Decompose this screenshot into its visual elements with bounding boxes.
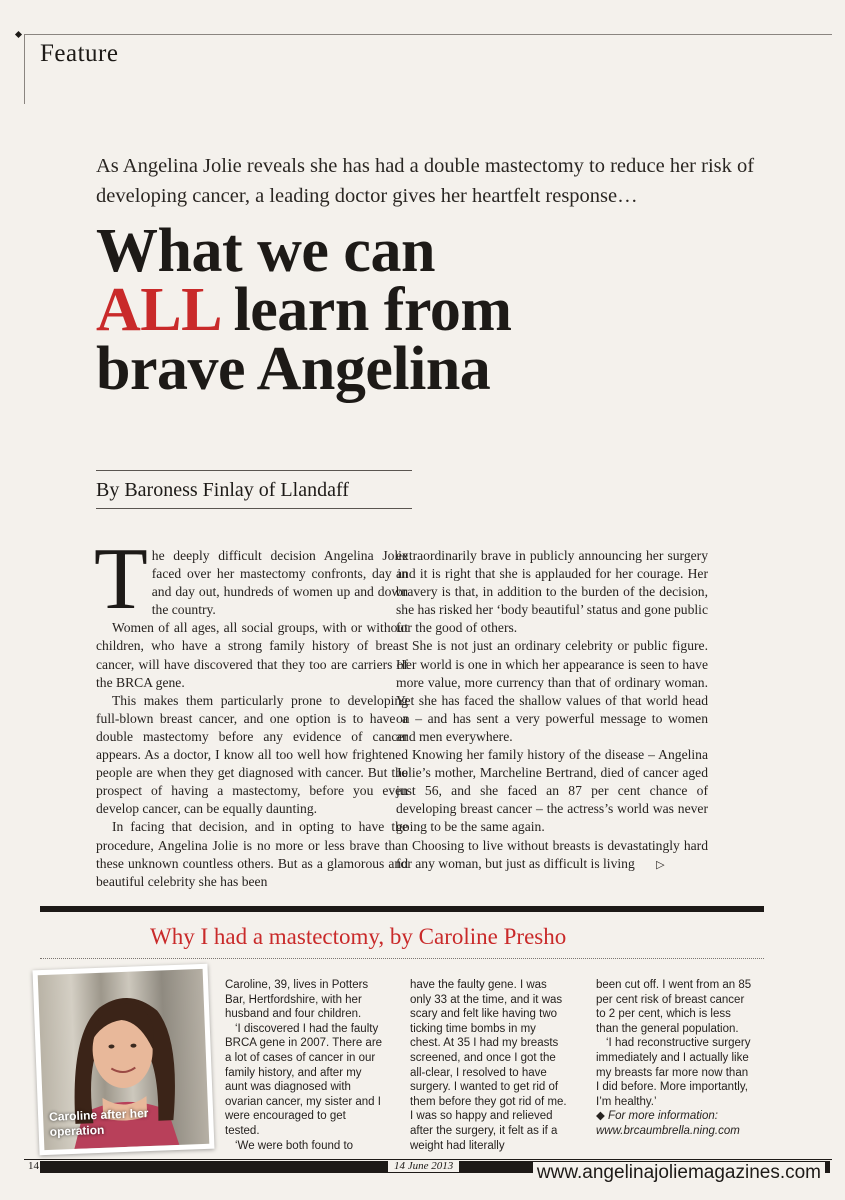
sidebar-paragraph: ‘We were both found to <box>235 1139 354 1152</box>
sidebar-paragraph: been cut off. I went from an 85 per cent risk of breast cancer to 2 per cent, which is less than the general population. <box>596 979 752 1035</box>
article-paragraph: She is not just an ordinary celebrity or public figure. Her world is one in which her appearance is seen to have more value, more currency than that of ordinary woman. Yet she has faced the shallow values of that world head on – and has sent a very powerful message to women and men everywhere. <box>396 638 708 744</box>
headline <box>96 217 512 403</box>
sidebar-paragraph: have the faulty gene. I was only 33 at the time, and it was scary and felt like having two ticking time bombs in my chest. At 35 I had my breasts screened, and once I got the all-clear, I resolved to have surgery. I wanted to get rid of them before they got rid of me. I was so happy and relieved after the surgery, it felt as if a weight had literally <box>410 979 567 1152</box>
left-rule <box>24 34 25 104</box>
article-column-left <box>94 531 408 891</box>
sidebar-column-2 <box>410 978 568 1153</box>
sidebar-paragraph: ‘I had reconstructive surgery immediately and I actually like my breasts far more now than I did before. More importantly, I’m healthy.’ <box>596 1037 751 1108</box>
page-number: 14 <box>28 1160 39 1172</box>
headline-line-1: What we can <box>96 217 435 285</box>
caroline-photo <box>33 964 215 1156</box>
standfirst: As Angelina Jolie reveals she has had a double mastectomy to reduce her risk of developing cancer, a leading doctor gives her heartfelt response… <box>96 155 755 207</box>
corner-ornament <box>15 31 22 38</box>
top-rule <box>24 34 832 35</box>
sidebar-top-bar <box>40 906 764 912</box>
section-label: Feature <box>40 40 119 67</box>
article-column-right <box>396 547 708 874</box>
byline-rule-bottom <box>96 508 412 509</box>
issue-date: 14 June 2013 <box>388 1160 459 1172</box>
sidebar-paragraph: ‘I discovered I had the faulty BRCA gene in 2007. There are a lot of cases of cancer in our family history, and after my aunt was diagnosed with ovarian cancer, my sister and I were encouraged to get tested. <box>225 1022 383 1137</box>
watermark: www.angelinajoliemagazines.com <box>533 1162 825 1184</box>
article-paragraph: This makes them particularly prone to developing full-blown breast cancer, and one option is to have a double mastectomy before any evidence of cancer appears. As a doctor, I know all too well how frightened people are when they get diagnosed with cancer. But the prospect of having a mastectomy, before you even develop cancer, can be equally daunting. <box>96 692 408 817</box>
drop-cap: T <box>94 531 148 628</box>
article-paragraph: In facing that decision, and in opting to have the procedure, Angelina Jolie is no more or less brave than these unknown countless others. But as a glamorous and beautiful celebrity she has been <box>96 819 408 889</box>
article-paragraph: The deeply difficult decision Angelina Jolie faced over her mastectomy confronts, day in and day out, hundreds of women up and down the country. <box>94 531 408 628</box>
sidebar-column-3 <box>596 978 754 1139</box>
headline-line-2: learn from <box>218 276 512 344</box>
more-info-link[interactable]: www.brcaumbrella.ning.com <box>596 1124 740 1137</box>
sidebar-title: Why I had a mastectomy, by Caroline Presho <box>150 924 567 949</box>
article-paragraph: Women of all ages, all social groups, with or without children, who have a strong family history of breast cancer, will have discovered that they too are carriers of the BRCA gene. <box>96 620 408 690</box>
headline-emphasis: ALL <box>96 276 219 344</box>
article-paragraph: Knowing her family history of the disease – Angelina Jolie’s mother, Marcheline Bertrand, died of cancer aged just 56, and she faced an 87 per cent chance of developing breast cancer – the actress’s world was never going to be the same again. <box>396 747 708 835</box>
photo-image <box>38 969 210 1150</box>
more-info-label: ◆ For more information: <box>596 1110 718 1123</box>
byline-block <box>96 470 412 509</box>
article-paragraph: Choosing to live without breasts is devastatingly hard for any woman, but just as difficult is living ▷ <box>396 837 708 874</box>
photo-caption: Caroline after her operation <box>48 1106 149 1139</box>
sidebar-paragraph: Caroline, 39, lives in Potters Bar, Hertfordshire, with her husband and four children. <box>225 979 369 1021</box>
continue-arrow-icon: ▷ <box>656 858 665 871</box>
byline: By Baroness Finlay of Llandaff <box>96 479 349 501</box>
article-paragraph: extraordinarily brave in publicly announcing her surgery and it is right that she is applauded for her courage. Her bravery is that, in addition to the burden of the decision, she has risked her ‘body beautiful’ status and gone public for the good of others. <box>396 548 708 636</box>
sidebar-column-1 <box>225 978 383 1153</box>
sidebar-dotted-rule <box>40 958 764 959</box>
headline-line-3: brave Angelina <box>96 335 491 403</box>
